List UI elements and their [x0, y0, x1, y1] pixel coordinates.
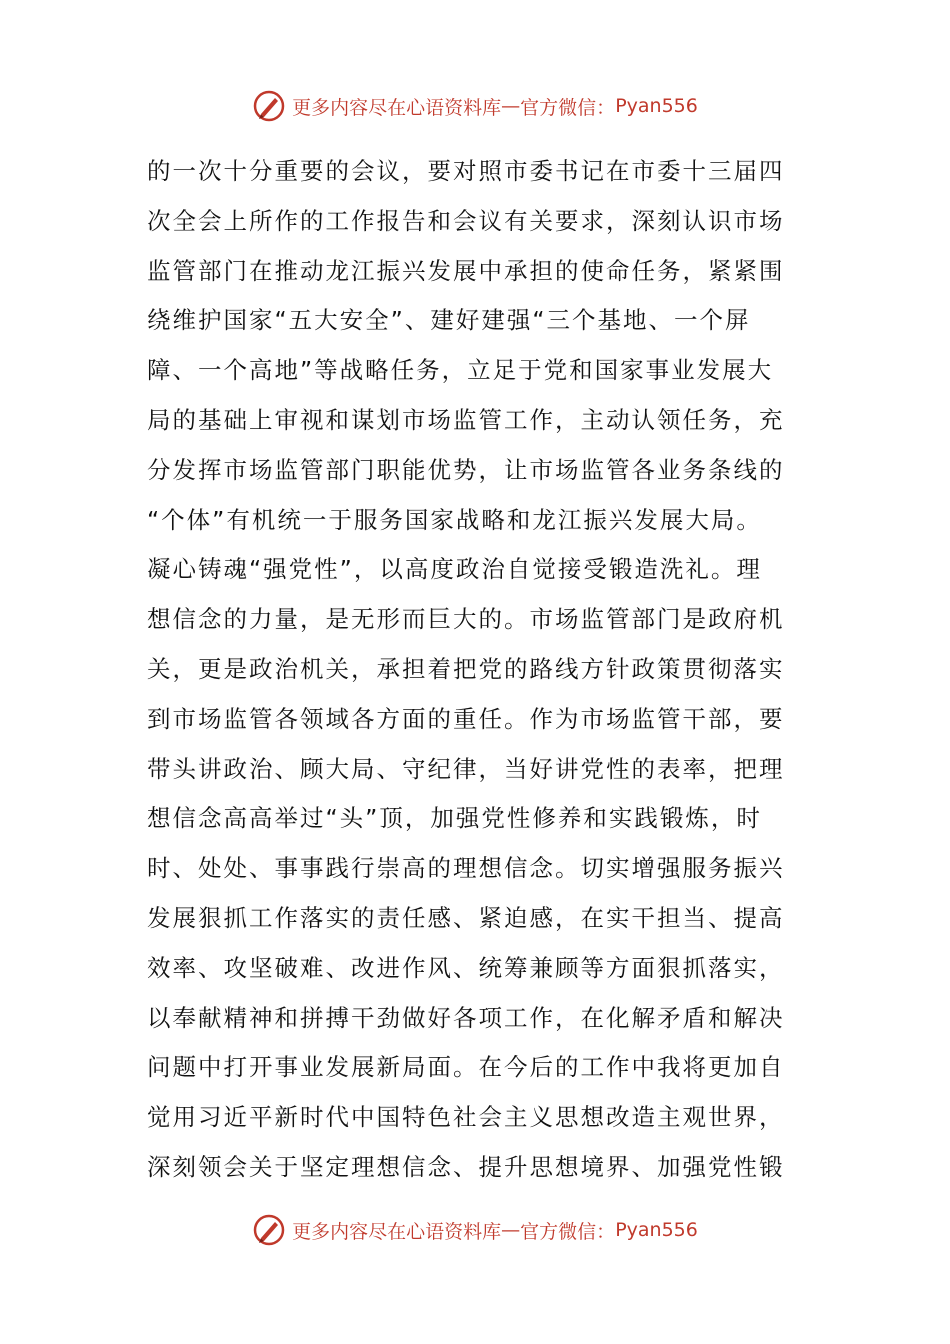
header-wechat-label: 官方微信：	[520, 96, 616, 119]
document-body	[147, 147, 807, 1193]
text-line: 时、处处、事事践行崇高的理想信念。切实增强服务振兴	[147, 854, 785, 883]
header-banner	[0, 86, 950, 126]
footer-wechat-label: 官方微信：	[520, 1220, 616, 1243]
text-line: 效率、攻坚破难、改进作风、统筹兼顾等方面狠抓落实，	[147, 953, 785, 982]
text-line: 问题中打开事业发展新局面。在今后的工作中我将更加自	[147, 1053, 785, 1082]
header-banner-text: 更多内容尽在心语资料库	[292, 96, 502, 119]
text-line: 绕维护国家“五大安全”、建好建强“三个基地、一个屏	[147, 306, 751, 335]
text-line: 障、一个高地”等战略任务，立足于党和国家事业发展大	[147, 356, 774, 385]
text-line: 监管部门在推动龙江振兴发展中承担的使命任务，紧紧围	[147, 256, 785, 285]
footer-banner	[0, 1210, 950, 1250]
footer-banner-text: 更多内容尽在心语资料库	[292, 1220, 502, 1243]
pen-logo-icon	[252, 1213, 286, 1247]
text-line: “个体”有机统一于服务国家战略和龙江振兴发展大局。	[147, 505, 762, 534]
header-separator: —	[501, 95, 521, 117]
text-line: 局的基础上审视和谋划市场监管工作，主动认领任务，充	[147, 405, 785, 434]
text-line: 分发挥市场监管部门职能优势，让市场监管各业务条线的	[147, 455, 785, 484]
text-line: 想信念的力量，是无形而巨大的。市场监管部门是政府机	[147, 605, 785, 634]
text-line: 的一次十分重要的会议，要对照市委书记在市委十三届四	[147, 157, 785, 185]
header-wechat-id: Pyan556	[615, 95, 698, 117]
text-line: 发展狠抓工作落实的责任感、紧迫感，在实干担当、提高	[147, 903, 785, 932]
text-line: 次全会上所作的工作报告和会议有关要求，深刻认识市场	[147, 206, 785, 235]
text-line: 觉用习近平新时代中国特色社会主义思想改造主观世界，	[147, 1103, 785, 1132]
text-line: 凝心铸魂“强党性”，以高度政治自觉接受锻造洗礼。理	[147, 555, 762, 584]
text-line: 带头讲政治、顾大局、守纪律，当好讲党性的表率，把理	[147, 754, 785, 783]
text-line: 以奉献精神和拼搏干劲做好各项工作，在化解矛盾和解决	[147, 1003, 785, 1032]
text-line: 关，更是政治机关，承担着把党的路线方针政策贯彻落实	[147, 654, 785, 683]
text-line: 深刻领会关于坚定理想信念、提升思想境界、加强党性锻	[147, 1152, 785, 1181]
footer-separator: —	[501, 1219, 521, 1241]
text-line: 想信念高高举过“头”顶，加强党性修养和实践锻炼，时	[147, 804, 762, 833]
footer-wechat-id: Pyan556	[615, 1219, 698, 1241]
pen-logo-icon	[252, 89, 286, 123]
text-line: 到市场监管各领域各方面的重任。作为市场监管干部，要	[147, 704, 785, 733]
